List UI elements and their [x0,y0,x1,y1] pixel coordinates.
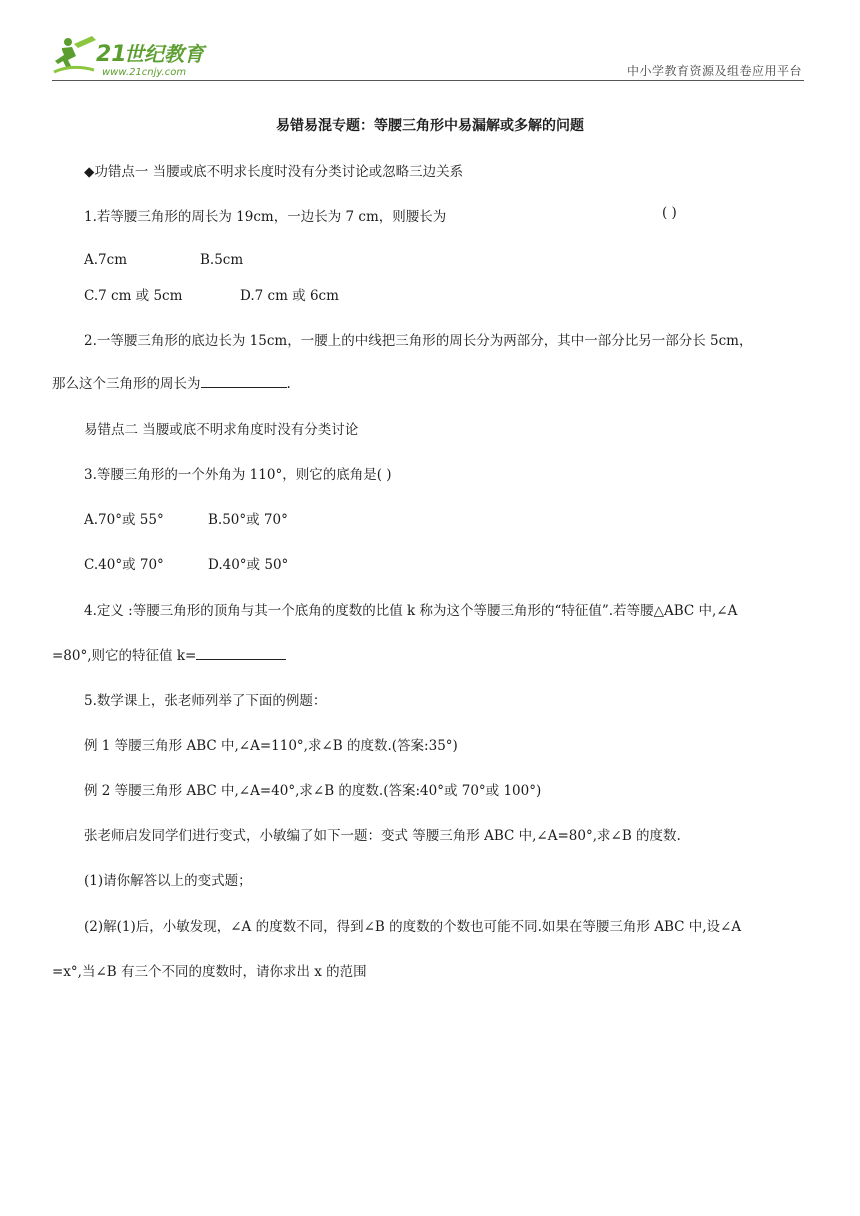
section-heading-1: ◆功错点一 当腰或底不明求长度时没有分类讨论或忽略三边关系 [84,164,464,180]
option-a: A.70°或 55° [84,512,164,528]
question-2-end: . [286,376,291,392]
section-heading-2: 易错点二 当腰或底不明求角度时没有分类讨论 [84,422,359,438]
answer-paren: ( ) [662,205,677,221]
option-d: D.7 cm 或 6cm [240,288,339,304]
svg-text:www.21cnjy.com: www.21cnjy.com [102,67,187,78]
header-divider [52,80,804,81]
question-4-line-1: 4.定义 :等腰三角形的顶角与其一个底角的度数的比值 k 称为这个等腰三角形的“特征值”.若等腰△ABC 中,∠A [84,603,738,619]
runner-icon [54,36,96,72]
option-b: B.50°或 70° [208,512,288,528]
logo-21cnjy [52,34,227,78]
option-c: C.7 cm 或 5cm [84,288,183,304]
page-header [0,0,860,90]
question-4-text: =80°,则它的特征值 k= [52,648,197,664]
option-d: D.40°或 50° [208,557,289,573]
svg-text:世纪教育: 世纪教育 [124,42,204,66]
option-b: B.5cm [200,252,244,268]
example-1: 例 1 等腰三角形 ABC 中,∠A=110°,求∠B 的度数.(答案:35°) [84,738,458,754]
platform-name: 中小学教育资源及组卷应用平台 [626,64,802,78]
example-2: 例 2 等腰三角形 ABC 中,∠A=40°,求∠B 的度数.(答案:40°或 70°或 100°) [84,783,542,799]
answer-blank [196,645,286,660]
page-title: 易错易混专题：等腰三角形中易漏解或多解的问题 [276,118,584,134]
svg-text:21: 21 [96,42,127,67]
variant-problem: 张老师启发同学们进行变式，小敏编了如下一题：变式 等腰三角形 ABC 中,∠A=80°,求∠B 的度数. [84,828,681,844]
question-4-line-2 [52,644,286,664]
option-c: C.40°或 70° [84,557,164,573]
sub-question-2-line-2: =x°,当∠B 有三个不同的度数时，请你求出 x 的范围 [52,964,367,980]
sub-question-1: (1)请你解答以上的变式题； [84,873,252,889]
question-1: 1.若等腰三角形的周长为 19cm，一边长为 7 cm，则腰长为 [84,209,447,225]
question-3: 3.等腰三角形的一个外角为 110°，则它的底角是( ) [84,467,392,483]
option-a: A.7cm [84,252,127,268]
question-2-line-1: 2.一等腰三角形的底边长为 15cm，一腰上的中线把三角形的周长分为两部分，其中一部分比另一部分长 5cm， [84,333,753,349]
question-5: 5.数学课上，张老师列举了下面的例题： [84,693,327,709]
question-2-line-2 [52,372,291,392]
question-2-text: 那么这个三角形的周长为 [52,376,201,392]
sub-question-2-line-1: (2)解(1)后，小敏发现，∠A 的度数不同，得到∠B 的度数的个数也可能不同.如果在等腰三角形 ABC 中,设∠A [84,919,742,935]
answer-blank [201,373,287,388]
